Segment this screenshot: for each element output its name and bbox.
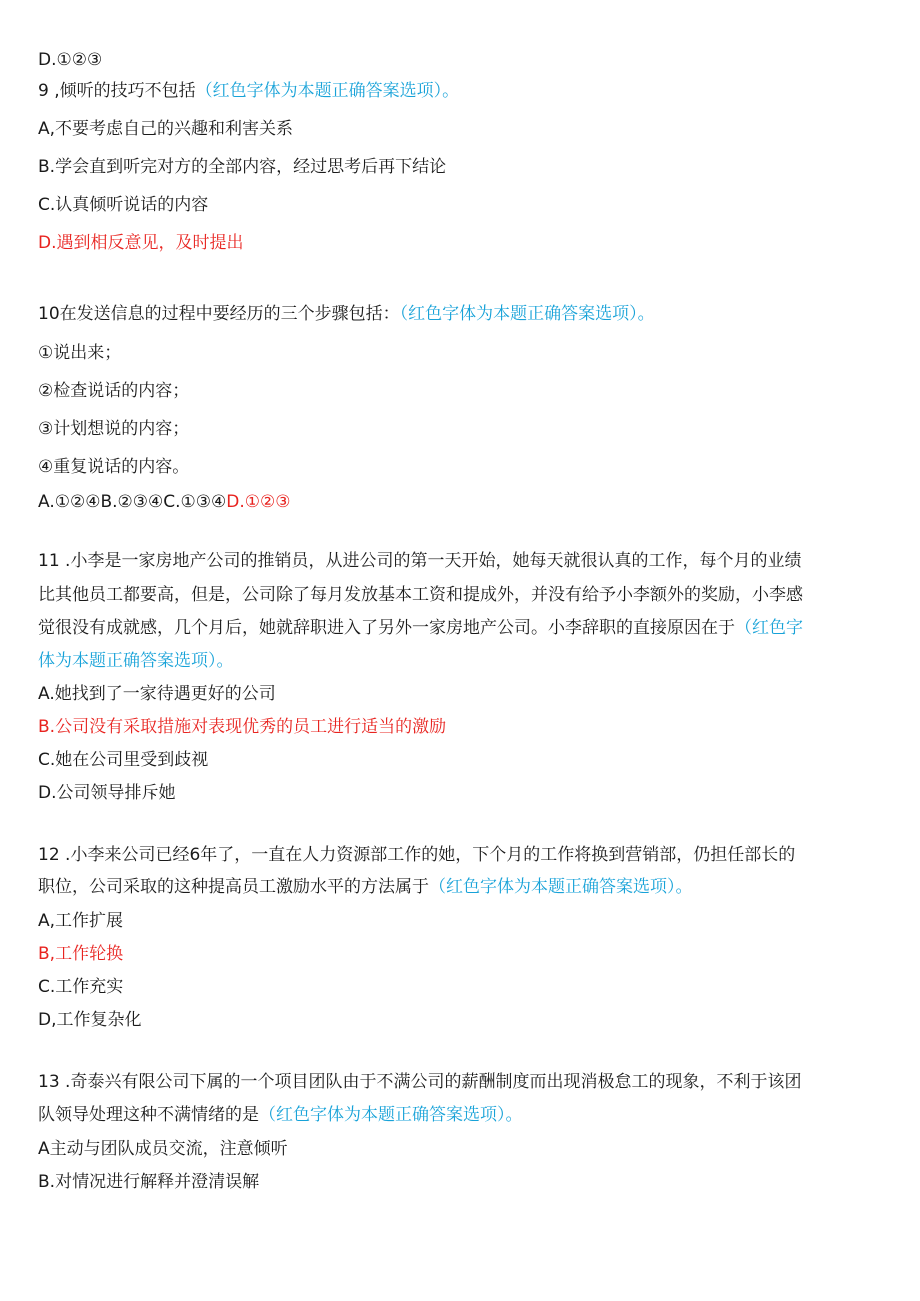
- q10-options-text: A.①②④B.②③④C.①③④: [38, 492, 227, 512]
- q13-option-a: A主动与团队成员交流，注意倾听: [38, 1139, 288, 1159]
- q9-stem-text: 9 ,倾听的技巧不包括: [38, 81, 196, 101]
- q13-option-b: B.对情况进行解释并澄清误解: [38, 1172, 260, 1192]
- q12-stem-line2: [38, 876, 693, 898]
- q11-option-a: A.她找到了一家待遇更好的公司: [38, 684, 276, 704]
- q10-item-4: ④重复说话的内容。: [38, 457, 190, 477]
- q12-option-c: C.工作充实: [38, 977, 124, 997]
- q10-options: [38, 491, 290, 513]
- q12-stem-line2-text: 职位，公司采取的这种提高员工激励水平的方法属于: [38, 877, 429, 897]
- q13-hint: （红色字体为本题正确答案选项）。: [259, 1105, 523, 1125]
- q9-option-a: A,不要考虑自己的兴趣和利害关系: [38, 119, 294, 139]
- q13-stem-line2: [38, 1104, 523, 1126]
- q12-option-a: A,工作扩展: [38, 911, 124, 931]
- q11-hint-part2: 体为本题正确答案选项）。: [38, 651, 234, 671]
- q11-stem-line2: 比其他员工都要高，但是，公司除了每月发放基本工资和提成外，并没有给予小李额外的奖励，小李感: [38, 585, 803, 605]
- q11-stem-line1: 11 .小李是一家房地产公司的推销员，从进公司的第一天开始，她每天就很认真的工作，每个月的业绩: [38, 551, 802, 571]
- q10-hint: （红色字体为本题正确答案选项）。: [399, 304, 655, 324]
- q9-answer: D.遇到相反意见，及时提出: [38, 233, 244, 253]
- q10-item-2: ②检查说话的内容；: [38, 381, 190, 401]
- q12-answer: B,工作轮换: [38, 944, 124, 964]
- q10-item-1: ①说出来；: [38, 343, 122, 363]
- q12-stem-line1: 12 .小李来公司已经6年了，一直在人力资源部工作的她，下个月的工作将换到营销部，仍担任部长的: [38, 845, 796, 865]
- q11-stem-line3-text: 觉很没有成就感，几个月后，她就辞职进入了另外一家房地产公司。小李辞职的直接原因在于: [38, 618, 735, 638]
- q11-option-d: D.公司领导排斥她: [38, 783, 176, 803]
- q12-option-d: D,工作复杂化: [38, 1010, 142, 1030]
- q11-answer: B.公司没有采取措施对表现优秀的员工进行适当的激励: [38, 717, 447, 737]
- q9-option-b: B.学会直到听完对方的全部内容，经过思考后再下结论: [38, 157, 447, 177]
- q9-option-c: C.认真倾听说话的内容: [38, 195, 209, 215]
- q10-answer: D.①②③: [226, 492, 291, 512]
- q10-stem: [38, 303, 655, 325]
- q13-stem-line2-text: 队领导处理这种不满情绪的是: [38, 1105, 259, 1125]
- q9-stem: [38, 80, 459, 102]
- q9-hint: （红色字体为本题正确答案选项）。: [195, 81, 460, 101]
- q8-option-d: D.①②③: [38, 50, 103, 70]
- q13-stem-line1: 13 .奇泰兴有限公司下属的一个项目团队由于不满公司的薪酬制度而出现消极怠工的现象，不利于该团: [38, 1072, 802, 1092]
- q11-stem-line3: [38, 617, 803, 639]
- q10-item-3: ③计划想说的内容；: [38, 419, 190, 439]
- q10-stem-text: 10在发送信息的过程中要经历的三个步骤包括：: [38, 304, 400, 324]
- q12-hint: （红色字体为本题正确答案选项）。: [429, 877, 693, 897]
- q11-option-c: C.她在公司里受到歧视: [38, 750, 209, 770]
- q11-hint-part1: （红色字: [735, 618, 803, 638]
